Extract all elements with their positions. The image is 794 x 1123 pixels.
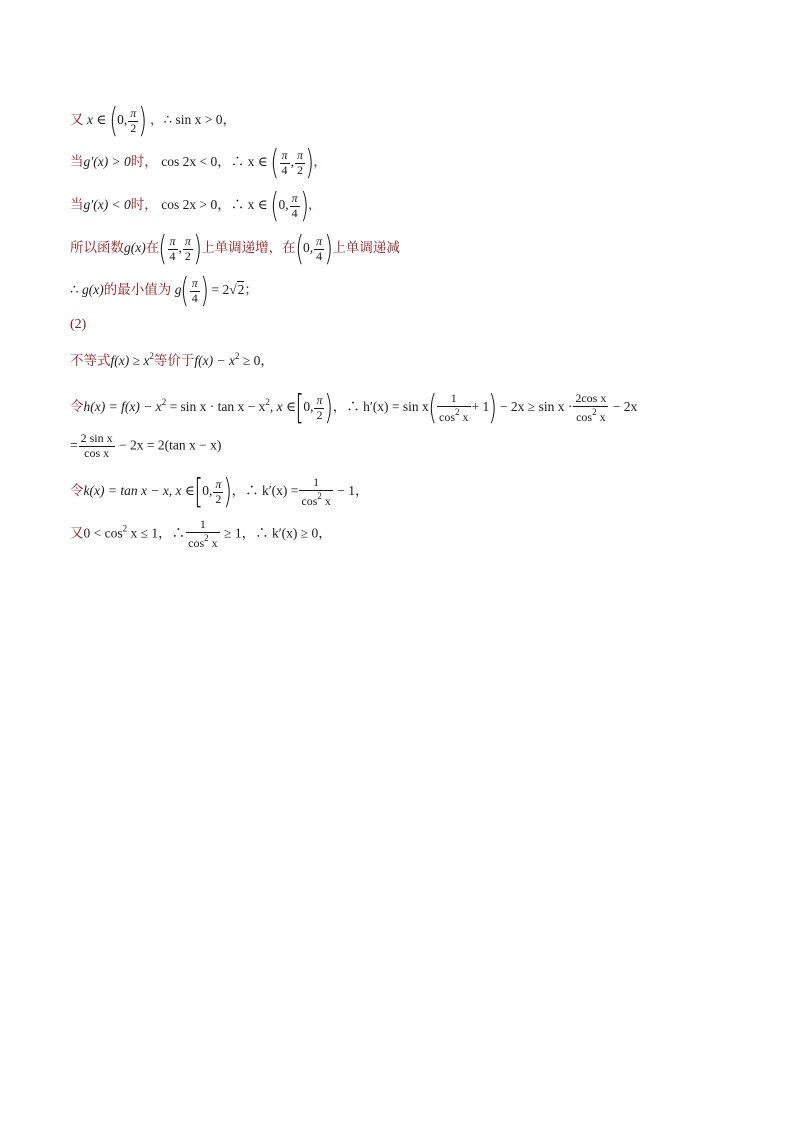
math: , bbox=[178, 240, 182, 256]
fraction: $\frac{\pi}{4}$ bbox=[191, 275, 198, 305]
math: ∴ sin x > 0， bbox=[163, 112, 237, 128]
math: x ∈ bbox=[87, 112, 107, 128]
math: g bbox=[174, 282, 182, 298]
bracket-open: [ bbox=[295, 388, 304, 428]
text: ， bbox=[313, 154, 327, 171]
math: ，∴ h′(x) = sin x bbox=[332, 399, 429, 415]
math: ∴ bbox=[70, 282, 82, 298]
line-2 bbox=[70, 143, 327, 183]
fraction: $\frac{\pi}{2}$ bbox=[316, 392, 323, 422]
fraction: $\frac{\pi}{2}$ bbox=[130, 105, 137, 135]
paren-close: ) bbox=[300, 186, 309, 226]
line-6 bbox=[70, 318, 86, 332]
math: f(x) ≥ x bbox=[110, 353, 150, 368]
bracket-open: [ bbox=[194, 472, 203, 512]
sqrt-sign: √ bbox=[229, 282, 237, 298]
math: − 1， bbox=[333, 483, 369, 499]
paren-close: ) bbox=[200, 271, 209, 311]
text: 令 bbox=[70, 483, 84, 500]
text: 当 bbox=[70, 197, 84, 214]
line-3 bbox=[70, 186, 322, 226]
math: 0, bbox=[117, 112, 128, 128]
math: = bbox=[70, 437, 78, 453]
text: ， bbox=[307, 197, 322, 214]
line-7 bbox=[70, 352, 274, 369]
math: g(x) bbox=[81, 282, 104, 298]
paren-close: ) bbox=[305, 143, 314, 183]
paren-open: ( bbox=[270, 186, 280, 226]
paren-close: ) bbox=[193, 229, 202, 269]
paren-open: ( bbox=[294, 229, 304, 269]
text: 不等式 bbox=[70, 353, 111, 369]
fraction: $\frac{1}{\cos^2 x}$ bbox=[439, 390, 469, 424]
math: cos 2x < 0，∴ x ∈ bbox=[161, 154, 268, 170]
text: ； bbox=[244, 282, 258, 299]
math: h(x) = f(x) − x bbox=[83, 399, 162, 415]
text: 所以函数 bbox=[70, 240, 124, 257]
text: 又 bbox=[70, 112, 84, 129]
paren-close: ) bbox=[488, 388, 498, 428]
fraction: $\frac{\pi}{4}$ bbox=[291, 190, 298, 220]
paren-close: ) bbox=[223, 472, 233, 512]
math: 0, bbox=[278, 197, 289, 213]
part-label: (2) bbox=[70, 317, 87, 332]
math: ≥ 1，∴ k′(x) ≥ 0， bbox=[220, 525, 332, 541]
math: 0, bbox=[202, 483, 213, 499]
math: , x ∈ bbox=[269, 399, 297, 415]
text: ， bbox=[150, 112, 164, 129]
superscript: 2 bbox=[122, 523, 128, 534]
line-1 bbox=[70, 101, 237, 141]
fraction: $\frac{\pi}{4}$ bbox=[316, 233, 323, 263]
math: = 2 bbox=[211, 282, 230, 298]
line-4 bbox=[70, 229, 400, 269]
superscript: 2 bbox=[234, 351, 240, 361]
math: 0, bbox=[302, 240, 314, 256]
text: 又 bbox=[70, 525, 84, 542]
math: g′(x) > 0 bbox=[83, 154, 131, 170]
math: k(x) = tan x − x, x ∈ bbox=[83, 483, 195, 499]
text: 在 bbox=[145, 240, 160, 257]
math: , bbox=[290, 154, 294, 170]
fraction: $\frac{\pi}{2}$ bbox=[296, 147, 303, 177]
fraction: $\frac{\pi}{4}$ bbox=[281, 147, 288, 177]
line-5 bbox=[70, 271, 258, 311]
superscript: 2 bbox=[161, 397, 167, 408]
math: 0, bbox=[303, 399, 314, 415]
paren-open: ( bbox=[109, 101, 118, 141]
superscript: 2 bbox=[149, 351, 154, 361]
text: 等价于 bbox=[153, 353, 195, 369]
paren-open: ( bbox=[158, 229, 168, 269]
math: 2 bbox=[237, 282, 245, 298]
math: + 1 bbox=[471, 399, 490, 415]
superscript: 2 bbox=[265, 397, 270, 408]
text: 令 bbox=[70, 399, 84, 416]
math: x ≤ 1，∴ bbox=[127, 525, 186, 541]
line-9 bbox=[70, 432, 221, 461]
fraction: $\frac{\pi}{2}$ bbox=[184, 233, 191, 263]
fraction: $\frac{\text{2 sin x}}{\text{cos x}}$ bbox=[80, 431, 113, 460]
line-8 bbox=[70, 388, 638, 428]
text: 时， bbox=[130, 154, 158, 171]
text: 上单调递增，在 bbox=[201, 240, 296, 257]
paren-open: ( bbox=[180, 271, 190, 311]
math: ，∴ k′(x) = bbox=[231, 483, 299, 499]
math: g(x) bbox=[124, 240, 146, 256]
math: cos 2x > 0，∴ x ∈ bbox=[161, 197, 268, 213]
text: 时， bbox=[130, 197, 158, 214]
math: ≥ 0， bbox=[239, 353, 274, 368]
math: − 2x bbox=[609, 399, 638, 415]
line-10 bbox=[70, 472, 369, 512]
math: = sin x · tan x − x bbox=[166, 399, 266, 415]
paren-open: ( bbox=[428, 388, 437, 428]
text: 上单调递减 bbox=[332, 240, 400, 257]
math: − 2x ≥ sin x · bbox=[496, 399, 573, 415]
math: f(x) − x bbox=[194, 353, 235, 368]
fraction: $\frac{\pi}{2}$ bbox=[215, 476, 222, 506]
paren-open: ( bbox=[270, 143, 280, 183]
paren-close: ) bbox=[324, 388, 334, 428]
paren-close: ) bbox=[138, 101, 148, 141]
fraction: $\frac{1}{\cos^2 x}$ bbox=[188, 517, 218, 550]
fraction: $\frac{\text{2cos x}}{\cos^2 x}$ bbox=[575, 390, 607, 424]
paren-close: ) bbox=[324, 229, 334, 269]
math: − 2x = 2(tan x − x) bbox=[115, 437, 222, 453]
fraction: $\frac{1}{\cos^2 x}$ bbox=[301, 474, 331, 508]
math: 0 < cos bbox=[83, 525, 123, 541]
fraction: $\frac{\pi}{4}$ bbox=[169, 233, 176, 263]
text: 的最小值为 bbox=[103, 282, 172, 299]
line-11 bbox=[70, 518, 332, 551]
text: 当 bbox=[70, 154, 84, 171]
math: g′(x) < 0 bbox=[83, 197, 131, 213]
